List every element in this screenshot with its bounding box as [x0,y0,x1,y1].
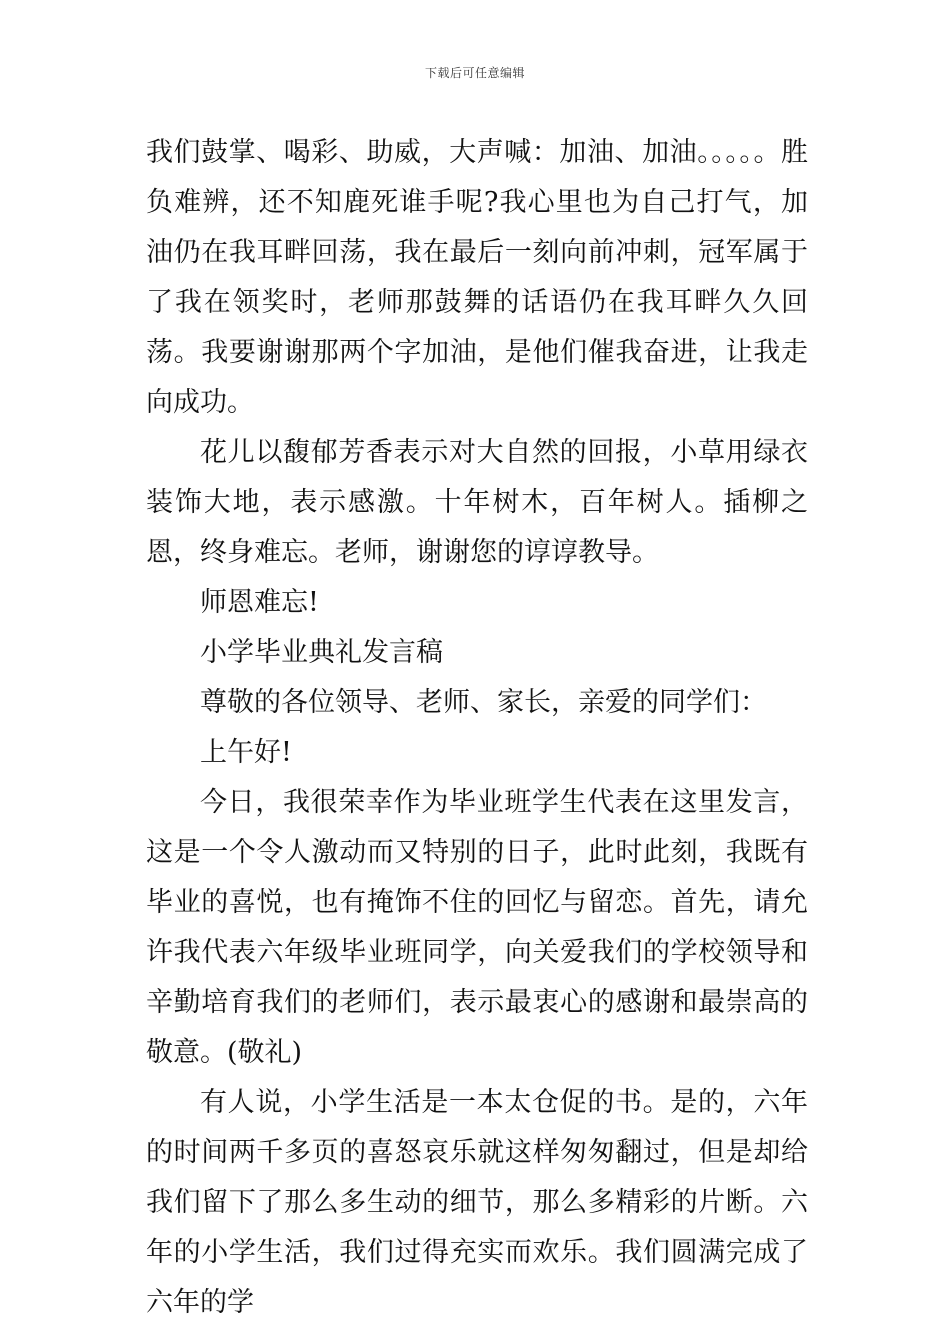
greeting: 上午好! [200,737,292,768]
paragraph-3: 师恩难忘! [200,587,319,618]
document-body [146,128,808,1328]
paragraph-8: 有人说，小学生活是一本太仓促的书。是的，六年的时间两千多页的喜怒哀乐就这样匆匆翻过，但是却给我们留下了那么多生动的细节，那么多精彩的片断。六年的小学生活，我们过得充实而欢乐。我们圆满完成了六年的学 [146,1087,808,1318]
salutation: 尊敬的各位领导、老师、家长，亲爱的同学们： [200,687,767,718]
paragraph-1: 我们鼓掌、喝彩、助威，大声喊：加油、加油。。。。。胜负难辨，还不知鹿死谁手呢?我心里也为自己打气，加油仍在我耳畔回荡，我在最后一刻向前冲刺，冠军属于了我在领奖时，老师那鼓舞的话语仍在我耳畔久久回荡。我要谢谢那两个字加油，是他们催我奋进，让我走向成功。 [146,137,808,418]
section-title: 小学毕业典礼发言稿 [200,637,443,668]
paragraph-2: 花儿以馥郁芳香表示对大自然的回报，小草用绿衣装饰大地，表示感激。十年树木，百年树人。插柳之恩，终身难忘。老师，谢谢您的谆谆教导。 [146,437,808,568]
page-header: 下载后可任意编辑 [424,66,525,80]
paragraph-7: 今日，我很荣幸作为毕业班学生代表在这里发言，这是一个令人激动而又特别的日子，此时此刻，我既有毕业的喜悦，也有掩饰不住的回忆与留恋。首先，请允许我代表六年级毕业班同学，向关爱我们的学校领导和辛勤培育我们的老师们，表示最衷心的感谢和最崇高的敬意。(敬礼) [146,787,808,1068]
